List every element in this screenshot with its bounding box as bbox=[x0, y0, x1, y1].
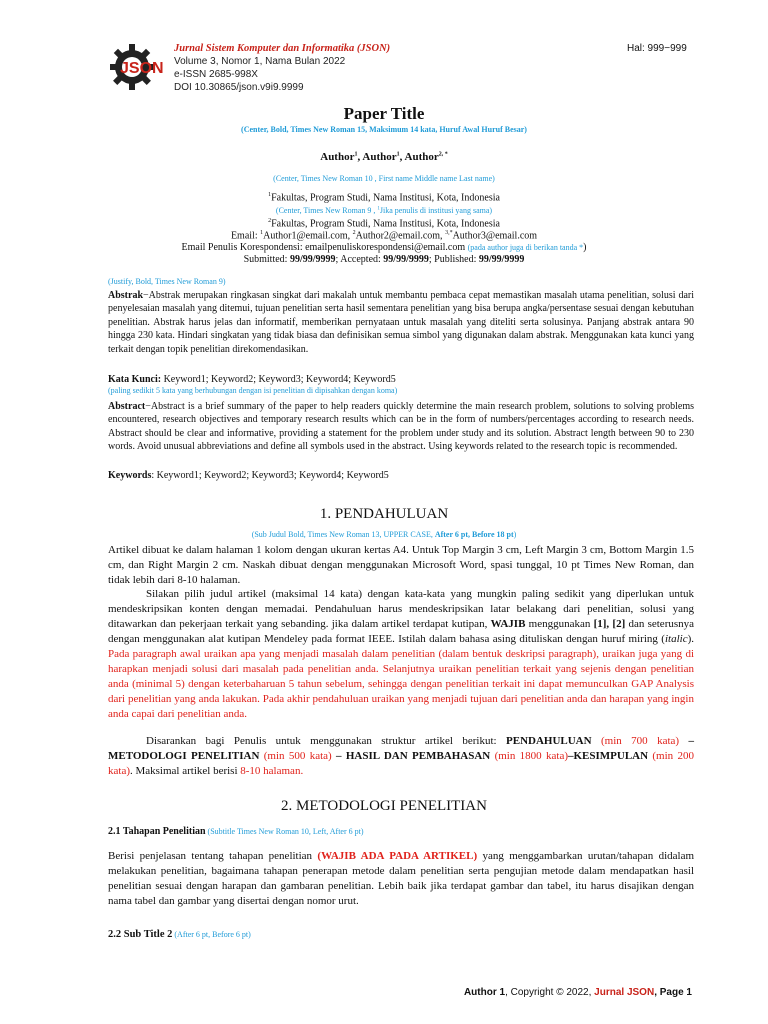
volume-line: Volume 3, Nomor 1, Nama Bulan 2022 bbox=[174, 56, 346, 67]
logo-text: JSON bbox=[120, 60, 164, 77]
page-footer: Author 1, Copyright © 2022, Jurnal JSON, Page 1 bbox=[463, 987, 692, 998]
eissn-line: e-ISSN 2685-998X bbox=[174, 69, 258, 80]
journal-logo bbox=[108, 42, 168, 92]
author-line: Author$^1$, Author$^1$, Author$^{2, *}$ bbox=[320, 151, 448, 163]
email-line: Email: $^1$Author1@email.com, $^2$Author2@email.com, $^{3,*}$Author3@email.com bbox=[230, 230, 538, 242]
affiliation-2: $^2$Fakultas, Program Studi, Nama Institusi, Kota, Indonesia bbox=[268, 218, 500, 230]
section-2-paragraph-1: Berisi penjelasan tentang tahapan penelitian (WAJIB ADA PADA ARTIKEL) yang menggambarkan urutan/tahapan didalam melakukan penelitian, bagaimana tahapan penerapan metode dalam penelitian serta pengujian metode dalam mendapatkan hasil penelitian sesuai dengan harapan dan gambaran penelitian. Lebih baik jika terdapat gambar dan tabel, itu harus disajikan dengan nama tabel dan gambar yang disertai dengan nomor urut. bbox=[108, 850, 695, 907]
abstract-paragraph: Abstract−Abstract is a brief summary of the paper to help readers quickly determine the main research problem, solutions to solving problems encountered, research objectives and temporary research results which can be in the form of numbers/percentages according to research needs. Abstract should be clear and informative, providing a statement for the problem under study and its solution. Abstract length between 90 to 230 words. Avoid unusual abbreviations and define all symbols used in the abstract. Using keywords related to the research topic is recommended. bbox=[108, 401, 694, 453]
subsection-2-2-title: 2.2 Sub Title 2 (After 6 pt, Before 6 pt) bbox=[108, 929, 251, 940]
section-1-paragraph-1: Artikel dibuat ke dalam halaman 1 kolom dengan ukuran kertas A4. Untuk Top Margin 3 cm, Left Margin 3 cm, Bottom Margin 1.5 cm, dan Right Margin 2 cm. Naskah dibuat dengan menggunakan Microsoft Word, spasi tunggal, 10 pt Times New Roman, dan tidak lebih dari 8-10 halaman. bbox=[108, 544, 694, 586]
subsection-2-1-title: 2.1 Tahapan Penelitian (Subtitle Times New Roman 10, Left, After 6 pt) bbox=[108, 826, 364, 837]
affiliation-note: (Center, Times New Roman 9 , $^1$Jika penulis di institusi yang sama) bbox=[275, 206, 493, 215]
title-note: (Center, Bold, Times New Roman 15, Maksimum 14 kata, Huruf Awal Huruf Besar) bbox=[241, 125, 527, 134]
section-1-paragraph-2: Silakan pilih judul artikel (maksimal 14 kata) dengan kata-kata yang mungkin paling sedikit yang diperlukan untuk mendeskripsikan konten dengan memadai. Pendahuluan harus mendeskripsikan latar belakang dari penelitian, solusi yang ditawarkan dan pekerjaan terkait yang sebanding. jika dalam artikel terdapat kutipan, WAJIB menggunakan [1], [2] dan seterusnya dengan menggunakan alat kutipan Mendeley pada format IEEE. Istilah dalam bahasa asing dituliskan dengan huruf miring (italic). Pada paragraph awal uraikan apa yang menjadi masalah dalam penelitian (dalam bentuk deskripsi paragraph), uraikan juga yang di harapkan menjadi solusi dari masalah pada penelitian anda. Selanjutnya uraikan penelitian terkait yang sejenis dengan penelitian anda (minimal 5) dengan keterbaharuan 5 tahun sebelum, sehingga dengan penelitian terkait ini dapat memunculkan GAP Analysis dari penelitian yang anda lakukan. Pada akhir pendahuluan uraikan yang menjadi tujuan dari penelitian anda dan harapan yang ingin anda capai dari penelitian anda. bbox=[108, 588, 695, 720]
kata-kunci-note: (paling sedikit 5 kata yang berhubungan dengan isi penelitian di dipisahkan dengan koma) bbox=[108, 386, 398, 395]
abstrak-note: (Justify, Bold, Times New Roman 9) bbox=[108, 277, 226, 286]
section-1-title: 1. PENDAHULUAN bbox=[319, 506, 449, 522]
doi-line: DOI 10.30865/json.v9i9.9999 bbox=[174, 82, 304, 93]
section-1-paragraph-3: Disarankan bagi Penulis untuk menggunakan struktur artikel berikut: PENDAHULUAN (min 700 kata) – METODOLOGI PENELITIAN (min 500 kata) – HASIL DAN PEMBAHASAN (min 1800 kata)–KESIMPULAN (min 200 kata). Maksimal artikel berisi 8-10 halaman. bbox=[108, 735, 695, 777]
journal-name: Jurnal Sistem Komputer dan Informatika (JSON) bbox=[174, 43, 391, 54]
paper-title: Paper Title bbox=[343, 104, 425, 123]
page-range: Hal: 999−999 bbox=[627, 43, 687, 54]
section-2-title: 2. METODOLOGI PENELITIAN bbox=[281, 798, 487, 814]
kata-kunci: Kata Kunci: Keyword1; Keyword2; Keyword3; Keyword4; Keyword5 bbox=[108, 374, 396, 385]
keywords: Keywords: Keyword1; Keyword2; Keyword3; Keyword4; Keyword5 bbox=[108, 470, 389, 481]
submission-dates: Submitted: 99/99/9999; Accepted: 99/99/9999; Published: 99/99/9999 bbox=[243, 254, 525, 265]
abstrak-paragraph: Abstrak−Abstrak merupakan ringkasan singkat dari makalah untuk membantu pembaca cepat memastikan masalah utama penelitian, solusi dari penyelesaian masalah yang ditemui, tujuan penelitian serta hasil sementara penelitian yang bisa berupa angka/persentase sesuai dengan kebutuhan penelitian. Abstrak harus jelas dan informatif, memberikan pernyataan untuk masalah yang diteliti serta solusinya. Panjang abstrak antara 90 hingga 230 kata. Hindari singkatan yang tidak biasa dan definisikan semua simbol yang digunakan dalam abstrak. Menggunakan kata kunci yang terkait dengan topik penelitian direkomendasikan. bbox=[108, 290, 694, 355]
section-1-note: (Sub Judul Bold, Times New Roman 13, UPPER CASE, After 6 pt, Before 18 pt) bbox=[251, 530, 517, 539]
corresponding-email: Email Penulis Korespondensi: emailpenuliskorespondensi@email.com (pada author juga di berikan tanda *) bbox=[181, 242, 587, 253]
author-note: (Center, Times New Roman 10 , First name Middle name Last name) bbox=[273, 174, 495, 183]
affiliation-1: $^1$Fakultas, Program Studi, Nama Institusi, Kota, Indonesia bbox=[268, 192, 500, 204]
